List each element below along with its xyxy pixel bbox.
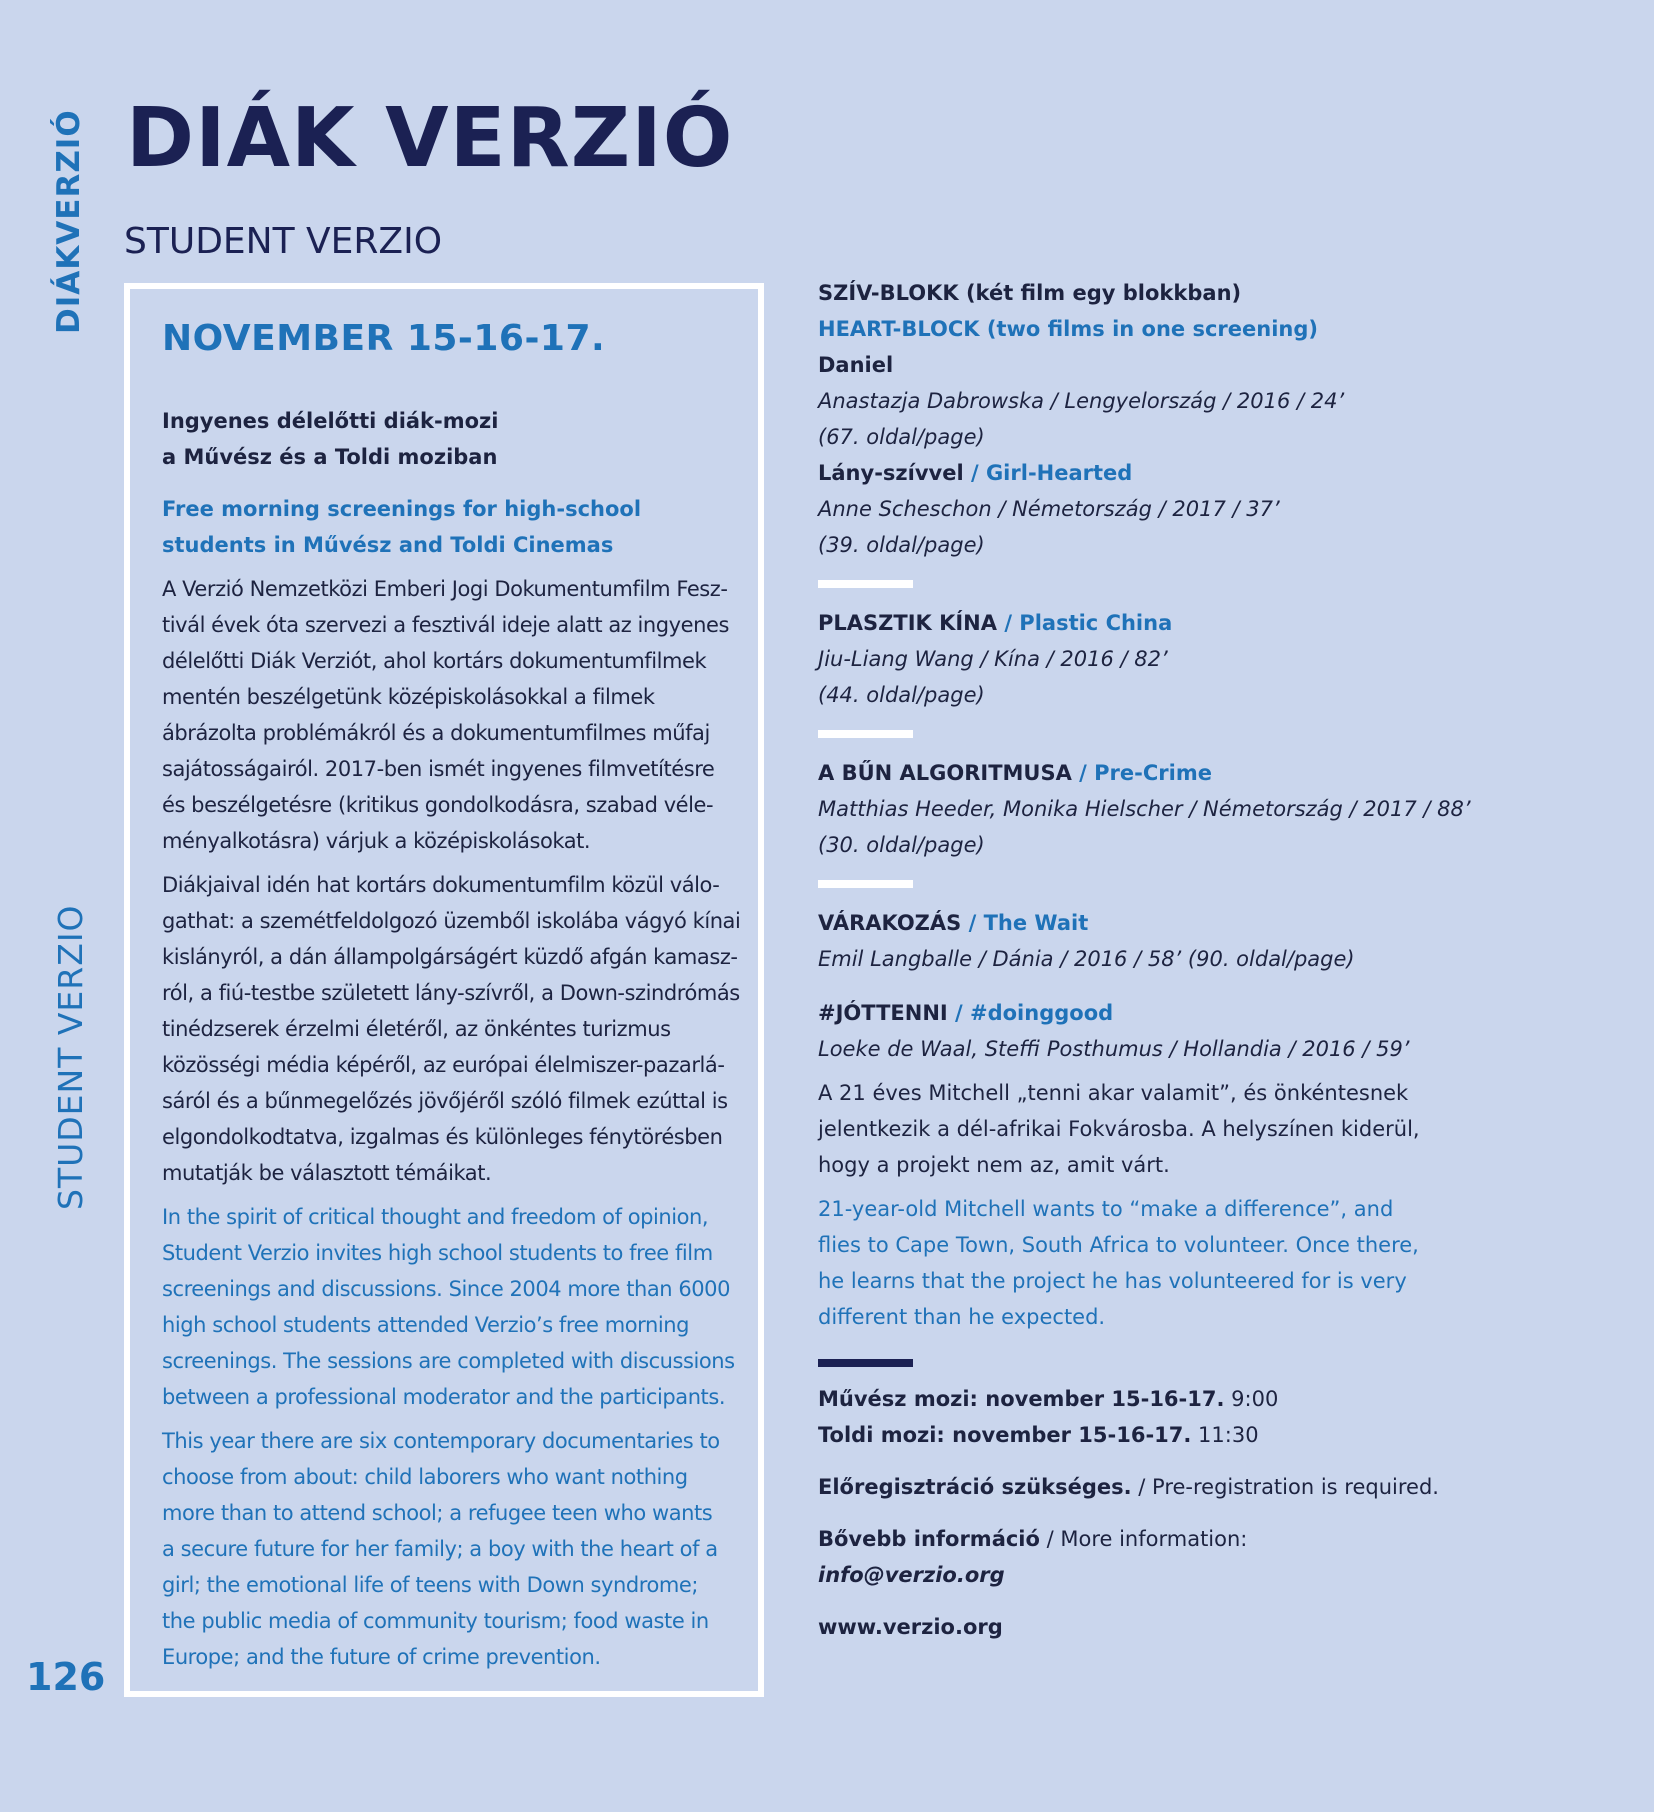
spacer <box>818 977 1458 995</box>
film-title-en: / Girl-Hearted <box>963 461 1133 485</box>
contact-email-link[interactable]: info@verzio.org <box>818 1563 1005 1587</box>
festival-dates: NOVEMBER 15-16-17. <box>162 318 606 359</box>
text-line: high school students attended Verzio’s free morning <box>162 1313 689 1338</box>
screening-muvesz <box>818 1381 1458 1417</box>
film-meta: Matthias Heeder, Monika Hielscher / Németország / 2017 / 88’ <box>818 797 1471 821</box>
film-page-ref: (30. oldal/page) <box>818 833 985 857</box>
venue-date: Toldi mozi: november 15-16-17. <box>818 1423 1192 1447</box>
preregistration-note <box>818 1469 1458 1505</box>
text-line: A Verzió Nemzetközi Emberi Jogi Dokumentumfilm Fesz- <box>162 577 728 602</box>
paragraph-hu-1 <box>162 571 752 859</box>
film-title: Daniel <box>818 353 894 377</box>
text-line: kislányról, a dán állampolgárságért küzdő afgán kamasz- <box>162 945 738 970</box>
text-line: A 21 éves Mitchell „tenni akar valamit”, és önkéntesnek <box>818 1081 1409 1105</box>
heart-block-title-hu: SZÍV-BLOKK (két film egy blokkban) <box>818 281 1242 305</box>
text-line: sáról és a bűnmegelőzés jövőjéről szóló filmek ezúttal is <box>162 1089 728 1114</box>
text-line: ábrázolta problémákról és a dokumentumfilmes műfaj <box>162 721 710 746</box>
film-title-row <box>818 605 1458 641</box>
text-line: tinédzserek érzelmi életéről, az önkéntes turizmus <box>162 1017 671 1042</box>
film-title-row <box>818 755 1458 791</box>
text-line: 21-year-old Mitchell wants to “make a difference”, and <box>818 1197 1394 1221</box>
film-title-en: / Plastic China <box>997 611 1173 635</box>
film-title-en: / Pre-Crime <box>1071 761 1212 785</box>
text-line: ról, a fiú-testbe született lány-szívről, a Down-szindrómás <box>162 981 740 1006</box>
intro-hungarian <box>162 403 752 475</box>
page-title: DIÁK VERZIÓ <box>126 91 734 186</box>
page-number: 126 <box>26 1655 106 1699</box>
program-info-box <box>124 283 764 1697</box>
film-page-ref: (67. oldal/page) <box>818 425 985 449</box>
text-line: a secure future for her family; a boy with the heart of a <box>162 1537 718 1562</box>
film-title-row <box>818 995 1458 1031</box>
film-title-hu: PLASZTIK KÍNA <box>818 611 998 635</box>
film-title-hu: A BŰN ALGORITMUSA <box>818 761 1072 785</box>
film-meta: Loeke de Waal, Steffi Posthumus / Hollandia / 2016 / 59’ <box>818 1037 1410 1061</box>
intro-en-line: Free morning screenings for high-school <box>162 497 642 522</box>
paragraph-en-2 <box>162 1423 752 1675</box>
text-line: hogy a projekt nem az, amit várt. <box>818 1153 1170 1177</box>
text-line: és beszélgetésre (kritikus gondolkodásra, szabad véle- <box>162 793 714 818</box>
text-line: screenings and discussions. Since 2004 more than 6000 <box>162 1277 731 1302</box>
text-line: mentén beszélgetünk középiskolásokkal a filmek <box>162 685 655 710</box>
text-line: Diákjaival idén hat kortárs dokumentumfilm közül válo- <box>162 873 720 898</box>
side-label-diakverzio: DIÁKVERZIÓ <box>51 109 87 334</box>
text-line: mutatják be választott témáikat. <box>162 1161 492 1186</box>
intro-english <box>162 491 752 563</box>
separator-bar <box>818 730 913 738</box>
text-line: girl; the emotional life of teens with Down syndrome; <box>162 1573 698 1598</box>
film-title-en: / #doinggood <box>947 1001 1114 1025</box>
intro-hu-line: a Művész és a Toldi moziban <box>162 445 498 470</box>
film-meta: Jiu-Liang Wang / Kína / 2016 / 82’ <box>818 647 1168 671</box>
film-description-en <box>818 1191 1458 1335</box>
screening-toldi <box>818 1417 1458 1453</box>
text-line: Europe; and the future of crime prevention. <box>162 1645 601 1670</box>
more-info <box>818 1521 1458 1557</box>
intro-en-line: students in Művész and Toldi Cinemas <box>162 533 614 558</box>
paragraph-en-1 <box>162 1199 752 1415</box>
film-description-hu <box>818 1075 1458 1183</box>
text-line: different than he expected. <box>818 1305 1106 1329</box>
heart-block-title-en: HEART-BLOCK (two films in one screening) <box>818 317 1318 341</box>
venue-date: Művész mozi: november 15-16-17. <box>818 1387 1225 1411</box>
film-title-hu: VÁRAKOZÁS <box>818 911 962 935</box>
separator-bar <box>818 880 913 888</box>
text-line: In the spirit of critical thought and freedom of opinion, <box>162 1205 709 1230</box>
film-meta: Anne Scheschon / Németország / 2017 / 37’ <box>818 497 1280 521</box>
text-line: jelentkezik a dél-afrikai Fokvárosba. A helyszínen kiderül, <box>818 1117 1420 1141</box>
film-meta: Emil Langballe / Dánia / 2016 / 58’ (90. oldal/page) <box>818 947 1355 971</box>
text-line: flies to Cape Town, South Africa to volunteer. Once there, <box>818 1233 1419 1257</box>
website-link[interactable]: www.verzio.org <box>818 1615 1003 1639</box>
text-line: screenings. The sessions are completed with discussions <box>162 1349 735 1374</box>
text-line: elgondolkodtatva, izgalmas és különleges fénytörésben <box>162 1125 723 1150</box>
prereg-en: / Pre-registration is required. <box>1131 1475 1439 1499</box>
text-line: délelőtti Diák Verziót, ahol kortárs dokumentumfilmek <box>162 649 707 674</box>
separator-bar <box>818 580 913 588</box>
screening-time: 9:00 <box>1224 1387 1279 1411</box>
more-info-en: / More information: <box>1039 1527 1248 1551</box>
text-line: gathat: a szemétfeldolgozó üzemből iskolába vágyó kínai <box>162 909 741 934</box>
more-info-hu: Bővebb információ <box>818 1527 1040 1551</box>
text-line: choose from about: child laborers who want nothing <box>162 1465 688 1490</box>
page-subtitle: STUDENT VERZIO <box>124 221 443 262</box>
film-page-ref: (39. oldal/page) <box>818 533 985 557</box>
text-line: more than to attend school; a refugee teen who wants <box>162 1501 713 1526</box>
film-title-hu: #JÓTTENNI <box>818 1001 948 1025</box>
prereg-hu: Előregisztráció szükséges. <box>818 1475 1132 1499</box>
paragraph-hu-2 <box>162 867 752 1191</box>
text-line: tivál évek óta szervezi a fesztivál ideje alatt az ingyenes <box>162 613 729 638</box>
text-line: sajátosságairól. 2017-ben ismét ingyenes filmvetítésre <box>162 757 715 782</box>
text-line: the public media of community tourism; food waste in <box>162 1609 709 1634</box>
text-line: between a professional moderator and the participants. <box>162 1385 726 1410</box>
film-title-en: / The Wait <box>961 911 1089 935</box>
film-page-ref: (44. oldal/page) <box>818 683 985 707</box>
separator-bar-dark <box>818 1359 913 1367</box>
text-line: he learns that the project he has volunteered for is very <box>818 1269 1407 1293</box>
text-line: közösségi média képéről, az európai élelmiszer-pazarlá- <box>162 1053 725 1078</box>
film-title-hu: Lány-szívvel <box>818 461 964 485</box>
film-title-row <box>818 455 1458 491</box>
film-title-row <box>818 905 1458 941</box>
film-list <box>818 275 1471 1645</box>
side-label-student-verzio: STUDENT VERZIO <box>51 904 90 1210</box>
text-line: This year there are six contemporary documentaries to <box>162 1429 720 1454</box>
film-meta: Anastazja Dabrowska / Lengyelország / 2016 / 24’ <box>818 389 1345 413</box>
text-line: ményalkotásra) várjuk a középiskolásokat. <box>162 829 591 854</box>
screening-time: 11:30 <box>1191 1423 1259 1447</box>
text-line: Student Verzio invites high school students to free film <box>162 1241 713 1266</box>
intro-hu-line: Ingyenes délelőtti diák-mozi <box>162 409 499 434</box>
